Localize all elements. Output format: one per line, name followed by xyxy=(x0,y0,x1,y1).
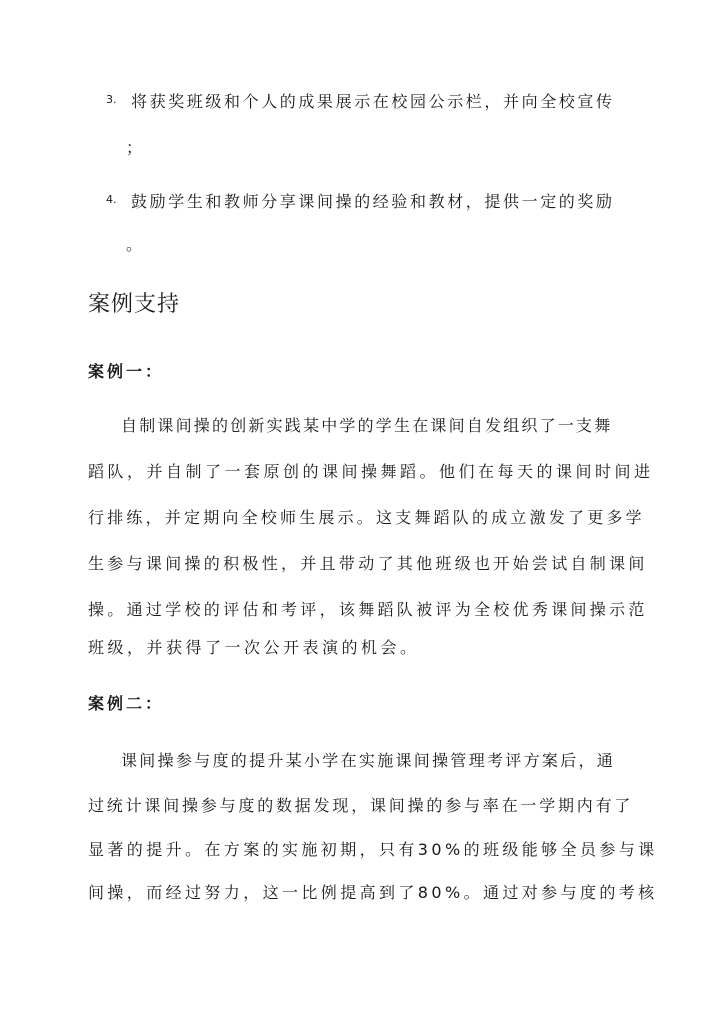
list-item-text: 将获奖班级和个人的成果展示在校园公示栏，并向全校宣传 xyxy=(131,92,615,111)
list-item-number: 3. xyxy=(106,93,117,106)
list-item-continuation: 。 xyxy=(126,235,143,254)
paragraph-line: 过统计课间操参与度的数据发现，课间操的参与率在一学期内有了 xyxy=(88,796,634,815)
paragraph-line: 自制课间操的创新实践某中学的学生在课间自发组织了一支舞 xyxy=(121,416,613,435)
paragraph-line: 班级，并获得了一次公开表演的机会。 xyxy=(88,638,420,657)
case-one-title: 案例一： xyxy=(88,362,165,381)
list-item-text: 鼓励学生和教师分享课间操的经验和教材，提供一定的奖励 xyxy=(131,192,615,211)
case-two-title: 案例二： xyxy=(88,694,165,713)
paragraph-line: 操。通过学校的评估和考评，该舞蹈队被评为全校优秀课间操示范 xyxy=(88,600,648,619)
paragraph-line: 显著的提升。在方案的实施初期，只有30%的班级能够全员参与课 xyxy=(88,840,658,859)
paragraph-line: 生参与课间操的积极性，并且带动了其他班级也开始尝试自制课间 xyxy=(88,554,648,573)
list-item-number: 4. xyxy=(106,193,117,206)
paragraph-line: 行排练，并定期向全校师生展示。这支舞蹈队的成立激发了更多学 xyxy=(88,508,645,527)
section-title: 案例支持 xyxy=(88,292,181,317)
list-item-continuation: ； xyxy=(126,138,143,157)
paragraph-line: 蹈队，并自制了一套原创的课间操舞蹈。他们在每天的课间时间进 xyxy=(88,462,654,481)
paragraph-line: 间操，而经过努力，这一比例提高到了80%。通过对参与度的考核 xyxy=(88,883,658,902)
paragraph-line: 课间操参与度的提升某小学在实施课间操管理考评方案后，通 xyxy=(121,751,616,770)
